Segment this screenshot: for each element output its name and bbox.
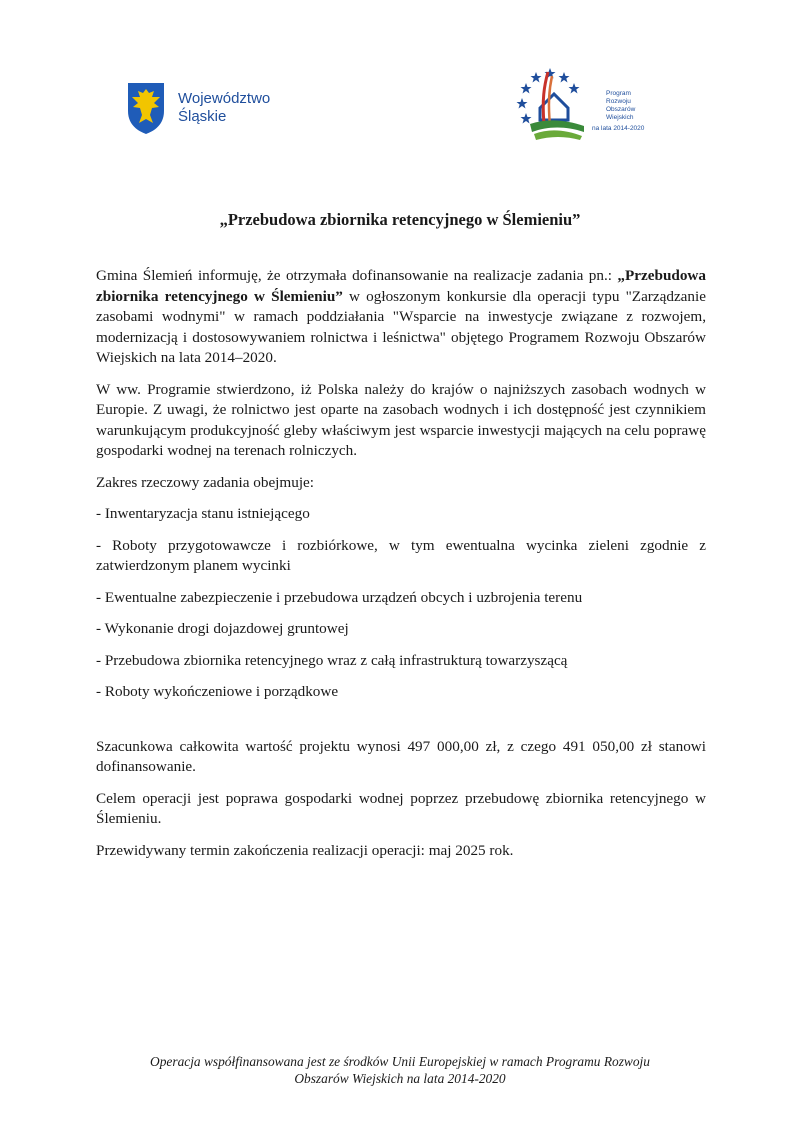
logo-text-line1: Województwo [178,90,271,107]
intro-part1: Gmina Ślemień informuję, że otrzymała dofinansowanie na realizacje zadania pn.: [96,267,618,284]
logo-text-line2: Śląskie [178,108,227,125]
footer-line-1: Operacja współfinansowana jest ze środków Unii Europejskiej w ramach Programu Rozwoju [150,1054,650,1069]
scope-item-5: - Przebudowa zbiornika retencyjnego wraz z całą infrastrukturą towarzyszącą [96,651,568,669]
voivodeship-logo [126,78,296,138]
prow-years: na lata 2014-2020 [592,125,645,132]
scope-item-2: - Roboty przygotowawcze i rozbiórkowe, w tym ewentualna wycinka zieleni zgodnie z zatwierdzonym planem wycinki [96,536,706,574]
prow-word-1: Program [606,90,631,97]
goal-paragraph: Celem operacji jest poprawa gospodarki wodnej poprzez przebudowę zbiornika retencyjnego w Ślemieniu. [96,789,706,827]
prow-word-3: Obszarów [606,106,636,113]
scope-item-4: - Wykonanie drogi dojazdowej gruntowej [96,620,349,637]
scope-item-1: - Inwentaryzacja stanu istniejącego [96,505,310,522]
intro-bold-title: „Przebudowa zbiornika retencyjnego w Ślemieniu” [96,267,706,305]
prow-word-2: Rozwoju [606,98,631,105]
project-value-paragraph: Szacunkowa całkowita wartość projektu wynosi 497 000,00 zł, z czego 491 050,00 zł stanowi dofinansowanie. [96,737,706,775]
footer-line-2: Obszarów Wiejskich na lata 2014-2020 [294,1071,506,1086]
scope-heading: Zakres rzeczowy zadania obejmuje: [96,473,314,491]
prow-text [606,90,635,122]
footer-note [0,1053,800,1087]
eagle-coat-of-arms-icon [126,81,166,135]
program-paragraph: W ww. Programie stwierdzono, iż Polska należy do krajów o najniższych zasobach wodnych w Europie. Z uwagi, że rolnictwo jest oparte na zasobach wodnych i ich dostępność jest czynnikiem warunkującym produkcyjność gleby właściwym jest wsparcie inwestycji mających na celu poprawę gospodarki wodnej na terenach rolniczych. [96,380,706,459]
intro-paragraph [96,266,706,369]
prow-word-4: Wiejskich [606,114,634,121]
scope-item-6: - Roboty wykończeniowe i porządkowe [96,683,339,700]
prow-emblem-icon [510,64,590,142]
intro-part2: w ogłoszonym konkursie dla operacji typu "Zarządzanie zasobami wodnymi" w ramach poddziałania "Wsparcie na inwestycje związane z rozwojem, modernizacją i dostosowywaniem rolnictwa i leśnictwa" objętego Programem Rozwoju Obszarów Wiejskich na lata 2014–2020. [96,287,706,366]
prow-logo [510,64,660,144]
document-body [96,266,706,861]
deadline-paragraph: Przewidywany termin zakończenia realizacji operacji: maj 2025 rok. [96,841,514,859]
document-title: „Przebudowa zbiornika retencyjnego w Ślemieniu” [219,210,581,229]
scope-item-3: - Ewentualne zabezpieczenie i przebudowa urządzeń obcych i uzbrojenia terenu [96,588,583,606]
